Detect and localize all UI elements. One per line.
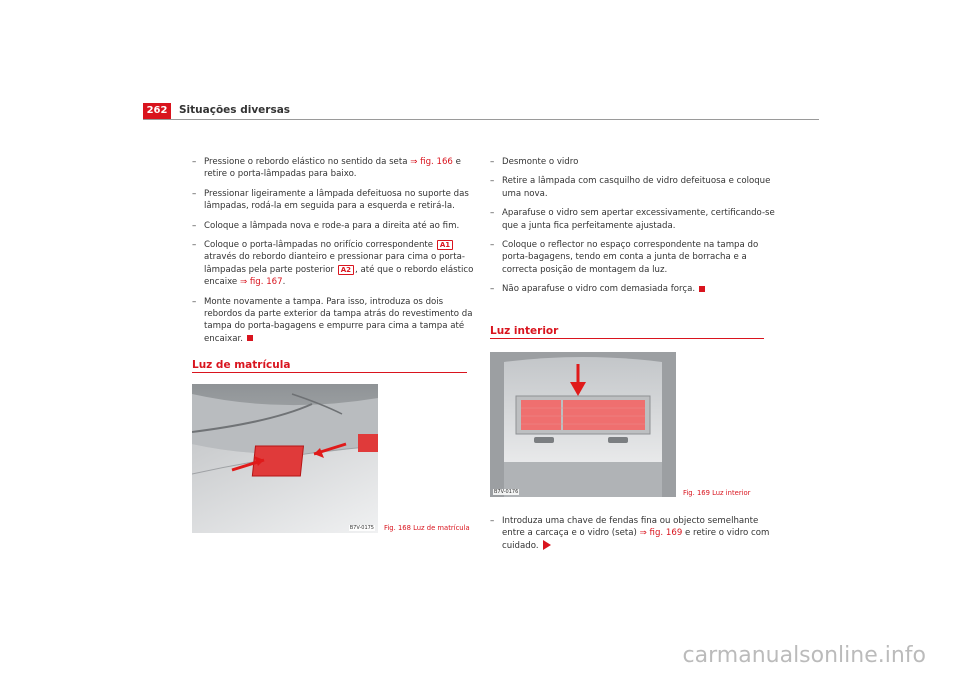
- figure-caption: Fig. 168 Luz de matrícula: [384, 524, 470, 532]
- section-title-luz-interior: Luz interior: [490, 325, 559, 337]
- continue-arrow-icon: [543, 540, 551, 550]
- list-dash: –: [490, 240, 495, 251]
- figure-code: B7V-0176: [494, 489, 519, 495]
- list-item: – Pressionar ligeiramente a lâmpada defeituosa no suporte das lâmpadas, rodá-la em seguida para a esquerda e retirá-la.: [192, 188, 469, 212]
- list-dash: –: [490, 208, 495, 219]
- car-rear-illustration: [192, 384, 378, 533]
- interior-light-illustration: [490, 352, 676, 497]
- list-item: – Pressione o rebordo elástico no sentido da seta ⇒ fig. 166 e retire o porta-lâmpadas para baixo.: [192, 157, 461, 180]
- list-dash: –: [490, 176, 495, 187]
- page-number: 262: [143, 103, 171, 119]
- section-title-luz-de-matricula: Luz de matrícula: [192, 359, 291, 371]
- list-item: – Não aparafuse o vidro com demasiada força.: [490, 283, 778, 295]
- end-of-section-marker-icon: [247, 335, 253, 341]
- section-rule: [192, 372, 467, 373]
- figure-168-license-plate-light: [192, 384, 378, 533]
- end-of-section-marker-icon: [699, 286, 705, 292]
- list-dash: –: [192, 220, 197, 231]
- list-dash: –: [192, 188, 197, 199]
- list-dash: –: [490, 284, 495, 295]
- figure-reference-link[interactable]: ⇒ fig. 167: [239, 277, 283, 288]
- callout-badge-a2: A2: [338, 265, 354, 275]
- list-item: – Desmonte o vidro: [490, 157, 579, 167]
- list-dash: –: [490, 157, 495, 167]
- left-column: [192, 156, 474, 352]
- section-rule: [490, 338, 764, 339]
- watermark: carmanualsonline.info: [682, 643, 926, 668]
- callout-badge-a1: A1: [437, 240, 453, 250]
- figure-code: B7V-0175: [349, 525, 374, 531]
- header-rule: [143, 119, 819, 120]
- figure-caption: Fig. 169 Luz interior: [683, 489, 751, 497]
- figure-reference-link[interactable]: ⇒ fig. 166: [410, 157, 453, 167]
- right-column: [490, 156, 778, 303]
- running-header-title: Situações diversas: [179, 104, 291, 116]
- list-dash: –: [192, 157, 197, 167]
- list-item: – Aparafuse o vidro sem apertar excessivamente, certificando-se que a junta fica perfeitamente ajustada.: [490, 208, 775, 231]
- list-dash: –: [192, 296, 197, 307]
- figure-169-interior-light: [490, 352, 676, 497]
- list-item: – Introduza uma chave de fendas fina ou objecto semelhante entre a carcaça e o vidro (seta) ⇒ fig. 169 e retire o vidro com cuidado.: [490, 516, 770, 551]
- list-dash: –: [192, 240, 197, 251]
- figure-reference-link[interactable]: ⇒ fig. 169: [639, 528, 683, 539]
- list-item: – Coloque o porta-lâmpadas no orifício correspondente A1 através do rebordo dianteiro e pressionar para cima o porta-lâmpadas pela parte posterior A2 , até que o rebordo elástico encaixe ⇒ fig. 167.: [192, 240, 474, 288]
- list-item: – Retire a lâmpada com casquilho de vidro defeituosa e coloque uma nova.: [490, 176, 771, 199]
- list-dash: –: [490, 516, 495, 526]
- list-item: – Coloque o reflector no espaço correspondente na tampa do porta-bagagens, tendo em conta a junta de borracha e a correcta posição de montagem da luz.: [490, 240, 759, 275]
- list-item: – Monte novamente a tampa. Para isso, introduza os dois rebordos da parte exterior da tampa atrás do revestimento da tampa do porta-bagagens e empurre para cima a tampa até encaixar.: [192, 296, 473, 344]
- list-item: – Coloque a lâmpada nova e rode-a para a direita até ao fim.: [192, 220, 460, 231]
- right-column-after-figure: [490, 515, 780, 559]
